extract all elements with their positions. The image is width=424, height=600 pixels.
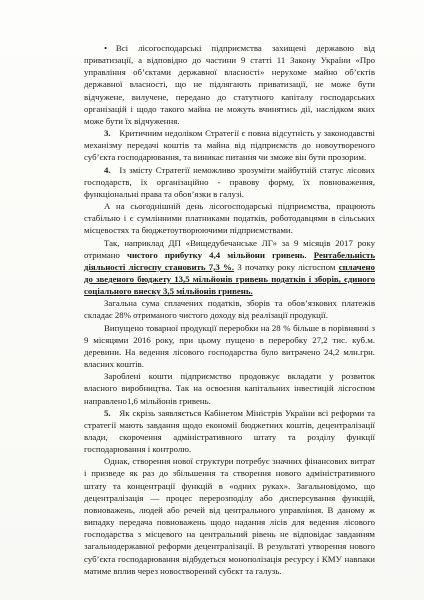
paragraph-text: • Всі лісогосподарські підприємства захищені державою від приватизації, а відповідно до частини 9 статті 11 Закону України «Про управління об’єктами державної власності» нерухоме майно об’єктів державної власності, що не підлягають приватизації, не може бути відчужене, вилучене, передано до статутного капіталу господарських організацій і щодо такого майна не можуть вчинятись дії, наслідком яких може бути їх відчуження. xyxy=(84,43,375,126)
net-profit-highlight: чистого прибутку 4,4 мільйони гривень xyxy=(127,249,305,260)
paragraph-text: Зароблені кошти підприємство продовжує вкладати у розвиток власного виробництва. Так на освоєння капітальних інвестицій лісгоспом направлено1,6 мільйонів гривень. xyxy=(84,371,375,406)
paragraph-reforms xyxy=(84,407,375,456)
paragraph-text: Так, наприклад ДП «Вищедубечанське ЛГ» за 9 місяців 2017 року отримано xyxy=(84,237,375,260)
item-number: 4. xyxy=(104,164,111,175)
paragraph-example xyxy=(84,237,375,298)
item-number: 3. xyxy=(104,128,111,139)
paragraph-text: А на сьогоднішній день лісогосподарські підприємства, працюють стабільно і є сумлінними платниками податків, роботодавцями в сільських місцевостях та бюджетоутворюючими підприємствами. xyxy=(84,201,375,236)
paragraph-invest xyxy=(84,370,375,406)
item-number: 5. xyxy=(104,407,111,418)
paragraph-privatization xyxy=(84,42,375,127)
paragraph-critical-flaw xyxy=(84,127,375,163)
paragraph-output xyxy=(84,322,375,371)
paragraph-text: . xyxy=(304,249,314,260)
paragraph-text: Однак, створення нової структури потребує значних фінансових витрат і призведе як раз до збільшення та створення нового адміністративного штату та концентрації функцій в «одних руках». Загальновідомо, що децентралізація — процес перерозподілу або дисперсування функцій, повноважень, людей або речей від центрального управління. В даному ж випадку передача повноважень щодо надання лісів для ведення лісового господарства з місцевого на центральний рівень не відповідає завданням загальнодержавної реформи децентралізації. В результаті утворення нового суб’єкта господарювання відбудеться монополізація ресурсу і КМУ навпаки матиме вплив через новоствореннй субєкт та галузь. xyxy=(84,456,375,576)
paragraph-text: Із змісту Стратегії неможливо зрозуміти майбутній статус лісових господарств, їх організаційно - правову форму, їх повноваження, функціональні права та обов’язки в галузі. xyxy=(84,164,375,199)
paragraph-centralization xyxy=(84,455,375,577)
paragraph-taxpayers xyxy=(84,200,375,236)
paragraph-text: Критичним недоліком Стратегії є повна відсутність у законодавстві механізму передачі коштів та майна від підприємств до новоутвореного суб’єкта господарювання, та виникає питання чи зможе він бути прозорим. xyxy=(84,128,375,163)
paragraph-total-taxes xyxy=(84,297,375,321)
paragraph-text: Випущено товарної продукції переробки на 28 % більше в порівнянні з 9 місяцями 2016 року, при цьому пущено в переробку 27,2 тис. куб.м. деревини. На ведення лісового господарства було витрачено 24,2 млн.грн. власних коштів. xyxy=(84,322,375,370)
paragraph-future-status xyxy=(84,164,375,200)
budget-payments-highlight: сплачено до зведеного бюджету 13,5 мільйонів гривень податків і зборів, єдиного соціального внеску 3,5 мільйонів гривень. xyxy=(84,261,375,297)
paragraph-text: Загальна сума сплачених податків, зборів та обов’язкових платежів складає 28% отриманого чистого доходу від реалізації продукції. xyxy=(84,298,375,321)
profitability-highlight: Рентабельність діяльності лісгоспу становить 7,3 %. xyxy=(84,249,375,272)
paragraph-text: Як скрізь заявляється Кабінетом Міністрів України всі реформи та стратегії мають завдання щодо економії бюджетних коштів, децентралізації влади, скорочення адміністративного штату та розділу функції господарювання і контролю. xyxy=(84,407,375,455)
paragraph-text: З початку року лісгоспом xyxy=(234,261,339,272)
